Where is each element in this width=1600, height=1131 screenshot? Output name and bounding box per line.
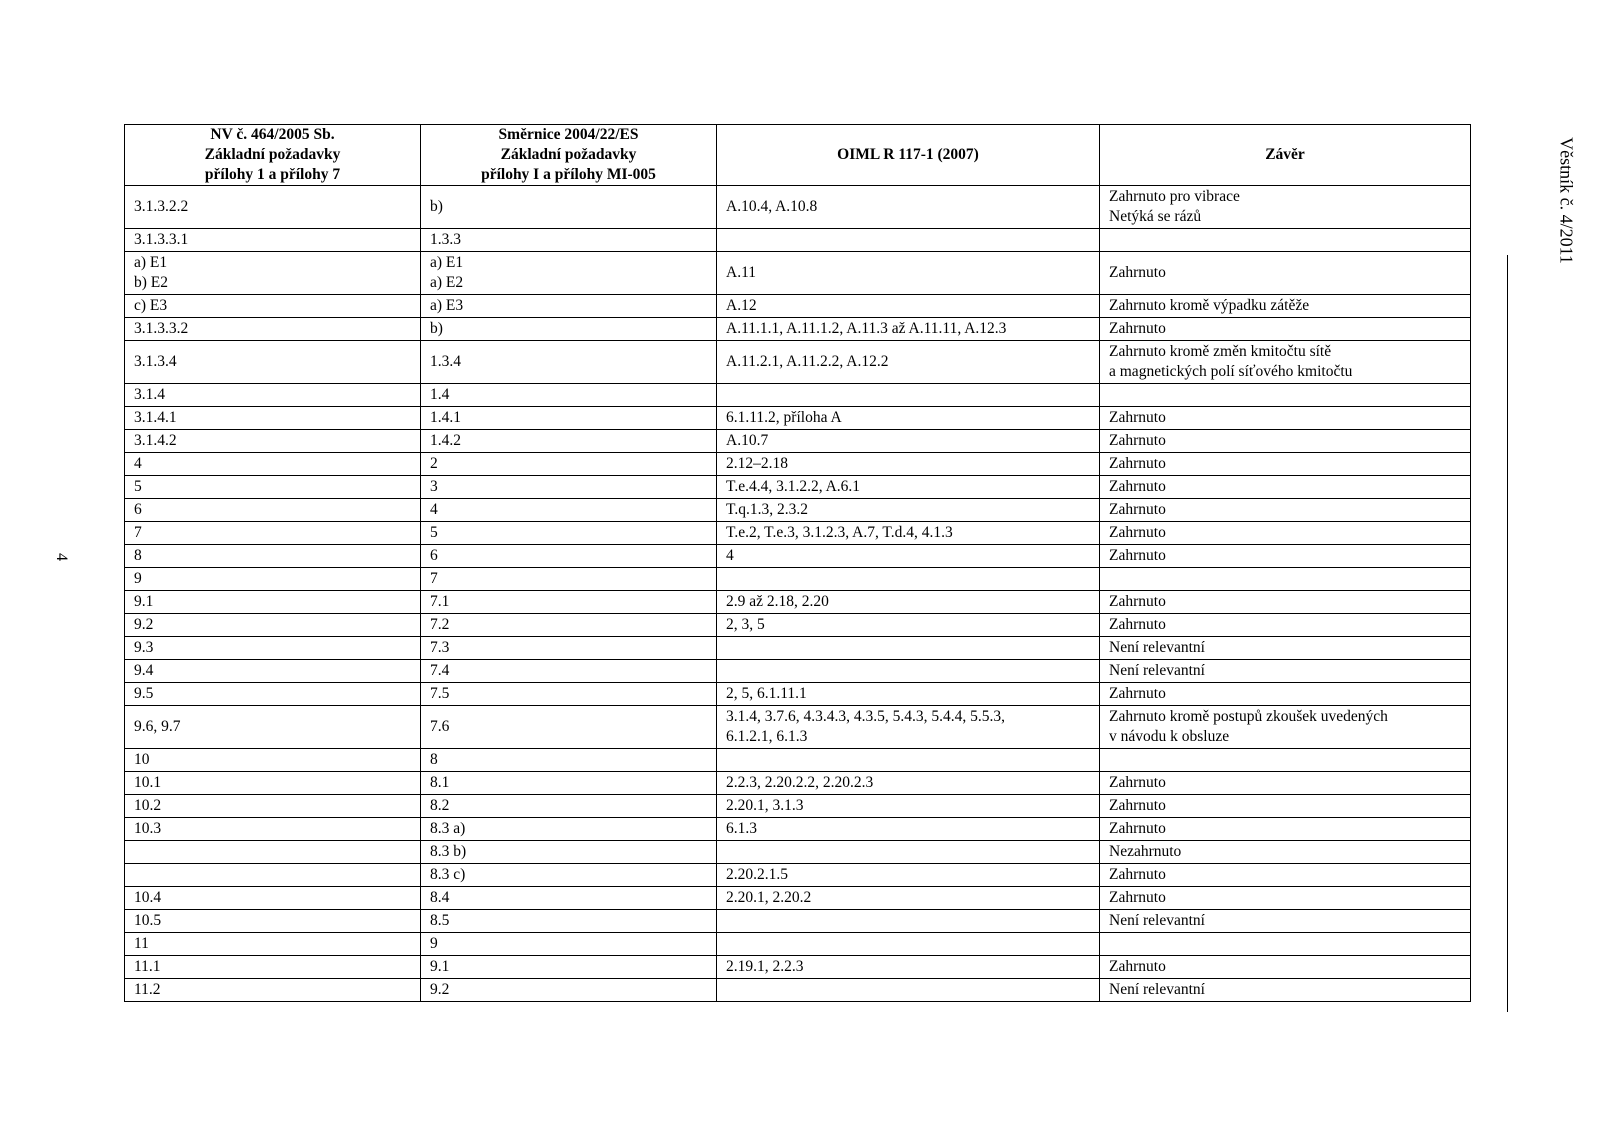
table-row — [125, 979, 1471, 1002]
cell-nv: 10.5 — [125, 910, 421, 933]
cell-oiml: T.e.4.4, 3.1.2.2, A.6.1 — [717, 476, 1100, 499]
cell-conclusion: Zahrnuto — [1100, 795, 1471, 818]
cell-conclusion: Není relevantní — [1100, 637, 1471, 660]
cell-nv: 9.3 — [125, 637, 421, 660]
cell-nv: 10 — [125, 749, 421, 772]
header-oiml: OIML R 117-1 (2007) — [717, 125, 1100, 186]
cell-nv: 7 — [125, 522, 421, 545]
cell-oiml: 2, 3, 5 — [717, 614, 1100, 637]
cell-oiml: 2.20.2.1.5 — [717, 864, 1100, 887]
cell-nv: 8 — [125, 545, 421, 568]
table-row — [125, 384, 1471, 407]
cell-nv: a) E1 b) E2 — [125, 252, 421, 295]
cell-directive: 5 — [421, 522, 717, 545]
cell-nv: 4 — [125, 453, 421, 476]
cell-oiml — [717, 637, 1100, 660]
table-row — [125, 252, 1471, 295]
side-header: Věstník č. 4/2011 — [1556, 137, 1577, 264]
table-row — [125, 887, 1471, 910]
cell-conclusion — [1100, 568, 1471, 591]
table-row — [125, 186, 1471, 229]
cell-oiml: A.11.2.1, A.11.2.2, A.12.2 — [717, 341, 1100, 384]
cell-oiml — [717, 933, 1100, 956]
cell-oiml: 2.12–2.18 — [717, 453, 1100, 476]
cell-conclusion: Zahrnuto — [1100, 522, 1471, 545]
cell-nv: 9.2 — [125, 614, 421, 637]
cell-oiml — [717, 841, 1100, 864]
cell-oiml: A.10.7 — [717, 430, 1100, 453]
cell-nv: 3.1.4 — [125, 384, 421, 407]
cell-conclusion: Zahrnuto — [1100, 499, 1471, 522]
cell-oiml: A.12 — [717, 295, 1100, 318]
cell-nv: 11.1 — [125, 956, 421, 979]
cell-oiml: 2.19.1, 2.2.3 — [717, 956, 1100, 979]
cell-directive: 1.4 — [421, 384, 717, 407]
table-row — [125, 545, 1471, 568]
table-row — [125, 499, 1471, 522]
cell-directive: 7 — [421, 568, 717, 591]
cell-conclusion: Zahrnuto — [1100, 818, 1471, 841]
cell-oiml: 4 — [717, 545, 1100, 568]
cell-conclusion: Zahrnuto kromě výpadku zátěže — [1100, 295, 1471, 318]
cell-nv: 10.2 — [125, 795, 421, 818]
cell-conclusion: Není relevantní — [1100, 910, 1471, 933]
cell-directive: 7.4 — [421, 660, 717, 683]
cell-directive: 2 — [421, 453, 717, 476]
cell-conclusion: Zahrnuto — [1100, 614, 1471, 637]
cell-conclusion: Zahrnuto — [1100, 772, 1471, 795]
cell-oiml: A.11.1.1, A.11.1.2, A.11.3 až A.11.11, A.12.3 — [717, 318, 1100, 341]
cell-directive: 9.2 — [421, 979, 717, 1002]
cell-conclusion: Zahrnuto — [1100, 476, 1471, 499]
cell-nv: c) E3 — [125, 295, 421, 318]
table-row — [125, 841, 1471, 864]
header-directive: Směrnice 2004/22/ES Základní požadavky přílohy I a přílohy MI-005 — [421, 125, 717, 186]
cell-conclusion: Zahrnuto — [1100, 864, 1471, 887]
cell-nv — [125, 864, 421, 887]
table-header — [125, 125, 1471, 186]
table-row — [125, 660, 1471, 683]
table-row — [125, 795, 1471, 818]
table-row — [125, 229, 1471, 252]
cell-directive: 7.5 — [421, 683, 717, 706]
cell-nv: 9.5 — [125, 683, 421, 706]
cell-conclusion: Zahrnuto — [1100, 318, 1471, 341]
cell-conclusion: Zahrnuto — [1100, 407, 1471, 430]
cell-oiml: 6.1.3 — [717, 818, 1100, 841]
cell-oiml — [717, 384, 1100, 407]
page-number: 4 — [53, 553, 70, 561]
cell-conclusion: Zahrnuto — [1100, 430, 1471, 453]
cell-directive: 9.1 — [421, 956, 717, 979]
cell-directive: 8.5 — [421, 910, 717, 933]
table-row — [125, 453, 1471, 476]
cell-directive: 8.1 — [421, 772, 717, 795]
cell-directive: 8.2 — [421, 795, 717, 818]
table-row — [125, 568, 1471, 591]
table-row — [125, 295, 1471, 318]
cell-conclusion — [1100, 229, 1471, 252]
cell-oiml — [717, 568, 1100, 591]
cell-directive: 8.3 a) — [421, 818, 717, 841]
cell-conclusion: Nezahrnuto — [1100, 841, 1471, 864]
requirements-table-container — [124, 124, 1470, 1002]
table-row — [125, 956, 1471, 979]
cell-directive: 8 — [421, 749, 717, 772]
cell-conclusion: Zahrnuto kromě postupů zkoušek uvedených v návodu k obsluze — [1100, 706, 1471, 749]
cell-nv: 9.1 — [125, 591, 421, 614]
cell-oiml: 2.20.1, 2.20.2 — [717, 887, 1100, 910]
cell-directive: 7.1 — [421, 591, 717, 614]
cell-oiml: 3.1.4, 3.7.6, 4.3.4.3, 4.3.5, 5.4.3, 5.4.4, 5.5.3, 6.1.2.1, 6.1.3 — [717, 706, 1100, 749]
table-row — [125, 706, 1471, 749]
cell-oiml — [717, 749, 1100, 772]
cell-oiml: 2.20.1, 3.1.3 — [717, 795, 1100, 818]
table-row — [125, 614, 1471, 637]
cell-directive: 8.3 c) — [421, 864, 717, 887]
cell-directive: 9 — [421, 933, 717, 956]
cell-conclusion: Zahrnuto — [1100, 591, 1471, 614]
cell-oiml: 2.2.3, 2.20.2.2, 2.20.2.3 — [717, 772, 1100, 795]
table-row — [125, 407, 1471, 430]
table-row — [125, 864, 1471, 887]
table-row — [125, 430, 1471, 453]
cell-conclusion: Zahrnuto — [1100, 887, 1471, 910]
cell-directive: b) — [421, 186, 717, 229]
cell-directive: 7.6 — [421, 706, 717, 749]
cell-oiml — [717, 979, 1100, 1002]
cell-nv: 10.4 — [125, 887, 421, 910]
table-row — [125, 318, 1471, 341]
cell-nv: 9 — [125, 568, 421, 591]
cell-directive: 3 — [421, 476, 717, 499]
cell-nv: 3.1.3.3.1 — [125, 229, 421, 252]
table-row — [125, 637, 1471, 660]
cell-conclusion — [1100, 749, 1471, 772]
cell-nv: 11.2 — [125, 979, 421, 1002]
cell-nv: 3.1.4.2 — [125, 430, 421, 453]
cell-nv: 3.1.3.3.2 — [125, 318, 421, 341]
cell-conclusion: Není relevantní — [1100, 979, 1471, 1002]
cell-directive: 1.4.2 — [421, 430, 717, 453]
cell-nv: 11 — [125, 933, 421, 956]
side-rule — [1507, 255, 1508, 1012]
table-row — [125, 818, 1471, 841]
cell-conclusion: Zahrnuto — [1100, 545, 1471, 568]
table-row — [125, 749, 1471, 772]
cell-nv: 6 — [125, 499, 421, 522]
header-conclusion: Závěr — [1100, 125, 1471, 186]
cell-nv: 10.3 — [125, 818, 421, 841]
cell-oiml: 2, 5, 6.1.11.1 — [717, 683, 1100, 706]
cell-directive: 6 — [421, 545, 717, 568]
cell-nv: 3.1.3.4 — [125, 341, 421, 384]
cell-conclusion: Zahrnuto — [1100, 683, 1471, 706]
cell-directive: a) E3 — [421, 295, 717, 318]
cell-directive: 4 — [421, 499, 717, 522]
cell-oiml — [717, 910, 1100, 933]
cell-conclusion: Zahrnuto — [1100, 252, 1471, 295]
cell-nv: 9.6, 9.7 — [125, 706, 421, 749]
cell-conclusion: Zahrnuto pro vibrace Netýká se rázů — [1100, 186, 1471, 229]
table-row — [125, 683, 1471, 706]
cell-oiml: T.q.1.3, 2.3.2 — [717, 499, 1100, 522]
cell-oiml: A.11 — [717, 252, 1100, 295]
table-row — [125, 933, 1471, 956]
header-row — [125, 125, 1471, 186]
cell-conclusion — [1100, 384, 1471, 407]
cell-oiml — [717, 660, 1100, 683]
requirements-table — [124, 124, 1471, 1002]
table-row — [125, 910, 1471, 933]
cell-conclusion: Zahrnuto kromě změn kmitočtu sítě a magnetických polí síťového kmitočtu — [1100, 341, 1471, 384]
cell-oiml — [717, 229, 1100, 252]
cell-directive: 7.3 — [421, 637, 717, 660]
cell-oiml: 2.9 až 2.18, 2.20 — [717, 591, 1100, 614]
table-row — [125, 591, 1471, 614]
cell-directive: 8.4 — [421, 887, 717, 910]
cell-directive: 1.4.1 — [421, 407, 717, 430]
cell-nv: 9.4 — [125, 660, 421, 683]
cell-nv: 3.1.4.1 — [125, 407, 421, 430]
header-nv: NV č. 464/2005 Sb. Základní požadavky přílohy 1 a přílohy 7 — [125, 125, 421, 186]
cell-nv: 10.1 — [125, 772, 421, 795]
cell-directive: 1.3.4 — [421, 341, 717, 384]
table-row — [125, 341, 1471, 384]
cell-nv: 5 — [125, 476, 421, 499]
cell-oiml: A.10.4, A.10.8 — [717, 186, 1100, 229]
table-row — [125, 522, 1471, 545]
cell-oiml: 6.1.11.2, příloha A — [717, 407, 1100, 430]
cell-directive: 7.2 — [421, 614, 717, 637]
cell-directive: a) E1 a) E2 — [421, 252, 717, 295]
cell-directive: b) — [421, 318, 717, 341]
cell-directive: 1.3.3 — [421, 229, 717, 252]
cell-directive: 8.3 b) — [421, 841, 717, 864]
cell-nv — [125, 841, 421, 864]
cell-conclusion — [1100, 933, 1471, 956]
table-row — [125, 772, 1471, 795]
table-body — [125, 186, 1471, 1002]
cell-oiml: T.e.2, T.e.3, 3.1.2.3, A.7, T.d.4, 4.1.3 — [717, 522, 1100, 545]
cell-conclusion: Zahrnuto — [1100, 453, 1471, 476]
cell-conclusion: Není relevantní — [1100, 660, 1471, 683]
table-row — [125, 476, 1471, 499]
cell-conclusion: Zahrnuto — [1100, 956, 1471, 979]
cell-nv: 3.1.3.2.2 — [125, 186, 421, 229]
